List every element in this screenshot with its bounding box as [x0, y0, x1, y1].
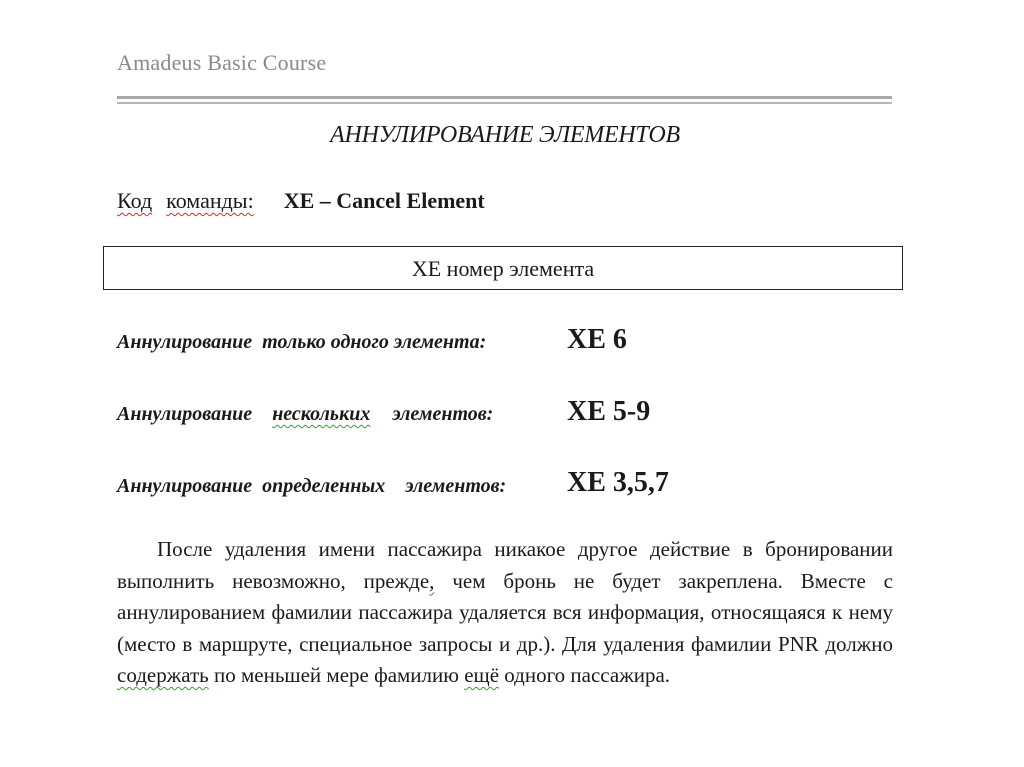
- example-label-single: Аннулирование только одного элемента:: [117, 331, 487, 353]
- command-value: XE – Cancel Element: [283, 188, 485, 213]
- example-command-specific: XE 3,5,7: [567, 467, 669, 498]
- section-heading: АННУЛИРОВАНИЕ ЭЛЕМЕНТОВ: [330, 122, 680, 148]
- note-text-4: содержать: [117, 663, 209, 687]
- note-text-2: ,: [429, 568, 435, 593]
- command-code-line: [117, 188, 485, 214]
- note-text-5: по меньшей мере фамилию: [208, 663, 465, 687]
- example-label-range-part2: нескольких: [272, 403, 371, 425]
- header-divider: [117, 96, 892, 99]
- command-label-word2: команды:: [166, 188, 254, 213]
- header-divider-secondary: [117, 102, 892, 104]
- course-title: Amadeus Basic Course: [117, 50, 327, 75]
- command-format-box: XE номер элемента: [103, 246, 903, 290]
- example-label-range-part1: Аннулирование: [117, 403, 253, 425]
- note-text-1: После удаления имени пассажира никакое другое действие в бронировании выполнить невозможно, прежде: [117, 537, 893, 593]
- example-command-single: XE 6: [567, 324, 627, 355]
- note-text-6: ещё: [464, 663, 500, 687]
- note-text-3: чем бронь не будет закреплена. Вместе с аннулированием фамилии пассажира удаляется вся информация, относящаяся к нему (место в маршруте, специальное запросы и др.). Для удаления фамилии PNR должно: [117, 568, 893, 656]
- note-text-7: одного пассажира.: [499, 663, 671, 687]
- example-command-range: XE 5-9: [567, 396, 651, 427]
- example-label-range: [117, 403, 493, 426]
- example-label-range-part3: элементов:: [392, 403, 494, 425]
- note-paragraph: [117, 534, 893, 692]
- example-label-specific: Аннулирование определенных элементов:: [117, 475, 507, 497]
- command-label-word1: Код: [117, 188, 153, 213]
